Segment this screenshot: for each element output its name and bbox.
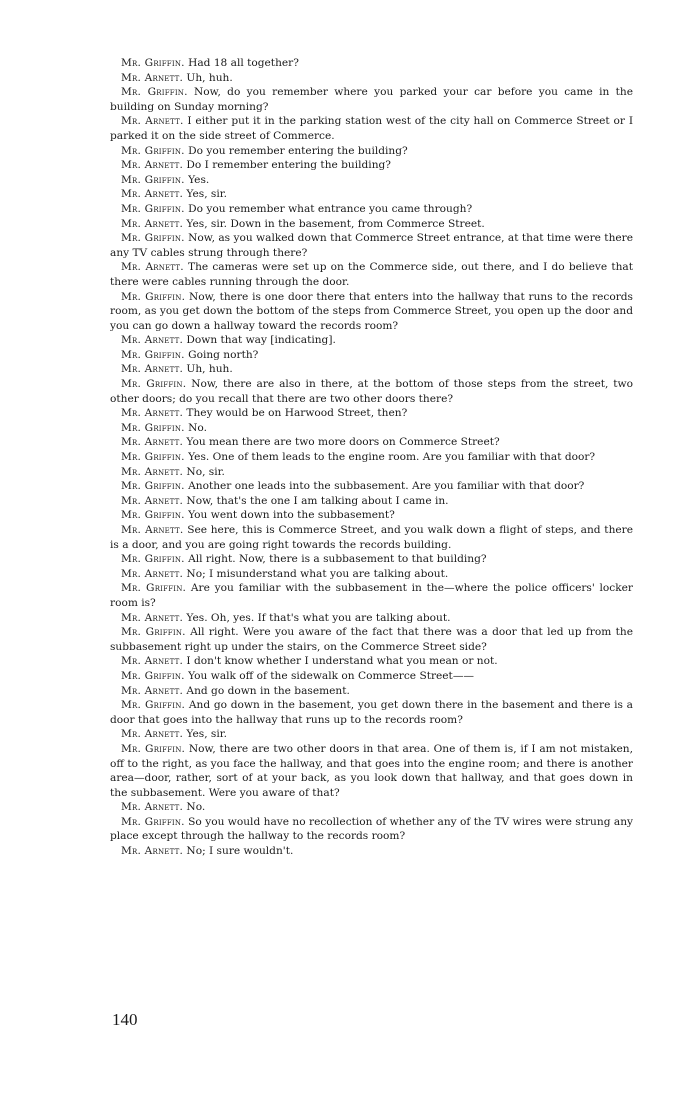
testimony-paragraph <box>110 144 633 159</box>
testimony-paragraph <box>110 217 633 232</box>
testimony-paragraph <box>110 800 633 815</box>
speaker-name: Mr. Griffin. <box>121 348 185 361</box>
testimony-paragraph <box>110 581 633 610</box>
speech-text: No. <box>186 801 206 814</box>
speech-text: Yes, sir. <box>186 188 228 201</box>
speaker-name: Mr. Griffin. <box>121 815 185 828</box>
speaker-name: Mr. Arnett. <box>121 188 184 201</box>
speech-text: Now, as you walked down that Commerce Street entrance, at that time were there any TV cables strung through there? <box>110 232 633 259</box>
speech-text: And go down in the basement. <box>186 684 350 697</box>
speaker-name: Mr. Arnett. <box>121 71 184 84</box>
speech-text: All right. Were you aware of the fact that there was a door that led up from the subbasement right up under the stairs, on the Commerce Street side? <box>110 626 633 653</box>
speech-text: Down that way [indicating]. <box>186 334 336 347</box>
testimony-paragraph <box>110 742 633 800</box>
testimony-paragraph <box>110 348 633 363</box>
speaker-name: Mr. Arnett. <box>121 801 184 814</box>
testimony-paragraph <box>110 290 633 334</box>
testimony-paragraph <box>110 523 633 552</box>
speaker-name: Mr. Arnett. <box>121 261 184 274</box>
testimony-paragraph <box>110 333 633 348</box>
speaker-name: Mr. Arnett. <box>121 567 184 580</box>
speaker-name: Mr. Arnett. <box>121 159 184 172</box>
testimony-paragraph <box>110 114 633 143</box>
speech-text: Yes. Oh, yes. If that's what you are talking about. <box>186 611 451 624</box>
speaker-name: Mr. Griffin. <box>121 57 185 69</box>
speaker-name: Mr. Arnett. <box>121 217 184 230</box>
testimony-text <box>110 56 633 859</box>
speech-text: Yes, sir. <box>186 728 228 741</box>
testimony-paragraph <box>110 669 633 684</box>
speaker-name: Mr. Arnett. <box>121 655 184 668</box>
speaker-name: Mr. Arnett. <box>121 611 184 624</box>
speaker-name: Mr. Griffin. <box>121 699 186 712</box>
testimony-paragraph <box>110 406 633 421</box>
speech-text: I don't know whether I understand what you mean or not. <box>186 655 498 668</box>
speaker-name: Mr. Arnett. <box>121 334 184 347</box>
speaker-name: Mr. Griffin. <box>121 480 185 493</box>
speech-text: Yes. One of them leads to the engine room. Are you familiar with that door? <box>188 451 596 464</box>
testimony-paragraph <box>110 187 633 202</box>
testimony-paragraph <box>110 435 633 450</box>
testimony-paragraph <box>110 698 633 727</box>
speaker-name: Mr. Arnett. <box>121 436 184 449</box>
testimony-paragraph <box>110 362 633 377</box>
testimony-paragraph <box>110 158 633 173</box>
speech-text: And go down in the basement, you get down there in the basement and there is a door that goes into the hallway that runs up to the records room? <box>110 699 634 726</box>
speaker-name: Mr. Griffin. <box>121 582 187 595</box>
testimony-paragraph <box>110 231 633 260</box>
speaker-name: Mr. Griffin. <box>121 669 185 682</box>
speaker-name: Mr. Griffin. <box>121 202 185 215</box>
speaker-name: Mr. Griffin. <box>121 553 185 566</box>
testimony-paragraph <box>110 552 633 567</box>
speaker-name: Mr. Griffin. <box>121 421 185 434</box>
speech-text: Do I remember entering the building? <box>186 159 391 172</box>
speaker-name: Mr. Griffin. <box>121 173 185 186</box>
speaker-name: Mr. Griffin. <box>121 232 185 245</box>
testimony-paragraph <box>110 815 633 844</box>
speaker-name: Mr. Arnett. <box>121 728 184 741</box>
testimony-paragraph <box>110 494 633 509</box>
speech-text: Yes, sir. Down in the basement, from Commerce Street. <box>186 217 485 230</box>
speech-text: You mean there are two more doors on Commerce Street? <box>186 436 500 449</box>
speech-text: Do you remember entering the building? <box>188 144 408 157</box>
testimony-paragraph <box>110 56 633 71</box>
speaker-name: Mr. Griffin. <box>121 378 187 391</box>
speaker-name: Mr. Griffin. <box>121 742 186 755</box>
testimony-paragraph <box>110 654 633 669</box>
speech-text: I either put it in the parking station west of the city hall on Commerce Street or I parked it on the side street of Commerce. <box>110 115 634 142</box>
testimony-paragraph <box>110 508 633 523</box>
page-number: 140 <box>112 1010 138 1029</box>
speech-text: Do you remember what entrance you came through? <box>188 202 473 215</box>
speaker-name: Mr. Arnett. <box>121 684 184 697</box>
testimony-paragraph <box>110 727 633 742</box>
testimony-paragraph <box>110 71 633 86</box>
testimony-paragraph <box>110 202 633 217</box>
speaker-name: Mr. Arnett. <box>121 524 184 536</box>
speech-text: Going north? <box>188 348 259 361</box>
testimony-paragraph <box>110 450 633 465</box>
speaker-name: Mr. Griffin. <box>121 86 188 99</box>
testimony-paragraph <box>110 567 633 582</box>
speech-text: All right. Now, there is a subbasement to that building? <box>188 553 487 566</box>
speaker-name: Mr. Arnett. <box>121 363 184 376</box>
speech-text: No; I misunderstand what you are talking about. <box>186 567 449 580</box>
speaker-name: Mr. Arnett. <box>121 115 184 128</box>
speech-text: Uh, huh. <box>186 71 233 84</box>
speaker-name: Mr. Griffin. <box>121 626 186 639</box>
testimony-paragraph <box>110 684 633 699</box>
testimony-paragraph <box>110 625 633 654</box>
speaker-name: Mr. Arnett. <box>121 407 184 420</box>
testimony-paragraph <box>110 465 633 480</box>
speech-text: Now, do you remember where you parked your car before you came in the building on Sunday morning? <box>110 86 634 113</box>
testimony-paragraph <box>110 260 633 289</box>
speaker-name: Mr. Griffin. <box>121 451 185 464</box>
speech-text: Yes. <box>188 173 210 186</box>
speech-text: You went down into the subbasement? <box>188 509 395 522</box>
testimony-paragraph <box>110 421 633 436</box>
speech-text: Had 18 all together? <box>188 57 299 69</box>
speech-text: Another one leads into the subbasement. Are you familiar with that door? <box>188 480 585 493</box>
testimony-paragraph <box>110 611 633 626</box>
speech-text: Now, there are two other doors in that area. One of them is, if I am not mistaken, off to the right, as you face the hallway, and that goes into the engine room; and there is another area—door, rather, sort of at your back, as you look down that hallway, and that goes down in the subbasement. Were you aware of that? <box>110 742 633 799</box>
testimony-paragraph <box>110 85 633 114</box>
speaker-name: Mr. Arnett. <box>121 494 184 507</box>
speaker-name: Mr. Griffin. <box>121 290 186 303</box>
speech-text: Uh, huh. <box>186 363 233 376</box>
speech-text: No; I sure wouldn't. <box>186 845 294 858</box>
speaker-name: Mr. Griffin. <box>121 509 185 522</box>
speech-text: No. <box>188 421 207 434</box>
speech-text: Now, that's the one I am talking about I came in. <box>186 494 449 507</box>
speech-text: See here, this is Commerce Street, and you walk down a flight of steps, and there is a door, and you are going right towards the records building. <box>110 524 633 551</box>
speech-text: So you would have no recollection of whether any of the TV wires were strung any place except through the hallway to the records room? <box>110 815 633 843</box>
speech-text: The cameras were set up on the Commerce side, out there, and I do believe that there were cables running through the door. <box>110 261 634 288</box>
speaker-name: Mr. Griffin. <box>121 144 185 157</box>
speech-text: No, sir. <box>186 465 225 478</box>
testimony-paragraph <box>110 844 633 859</box>
speech-text: Are you familiar with the subbasement in the—where the police officers' locker room is? <box>110 582 633 609</box>
speech-text: You walk off of the sidewalk on Commerce Street—— <box>188 669 475 682</box>
speaker-name: Mr. Arnett. <box>121 465 184 478</box>
testimony-paragraph <box>110 479 633 494</box>
testimony-paragraph <box>110 377 633 406</box>
speech-text: Now, there are also in there, at the bottom of those steps from the street, two other doors; do you recall that there are two other doors there? <box>110 378 633 405</box>
speech-text: Now, there is one door there that enters into the hallway that runs to the records room, as you get down the bottom of the steps from Commerce Street, you open up the door and you can go down a hallway toward the records room? <box>110 290 633 332</box>
testimony-paragraph <box>110 173 633 188</box>
speaker-name: Mr. Arnett. <box>121 845 184 858</box>
speech-text: They would be on Harwood Street, then? <box>186 407 408 420</box>
